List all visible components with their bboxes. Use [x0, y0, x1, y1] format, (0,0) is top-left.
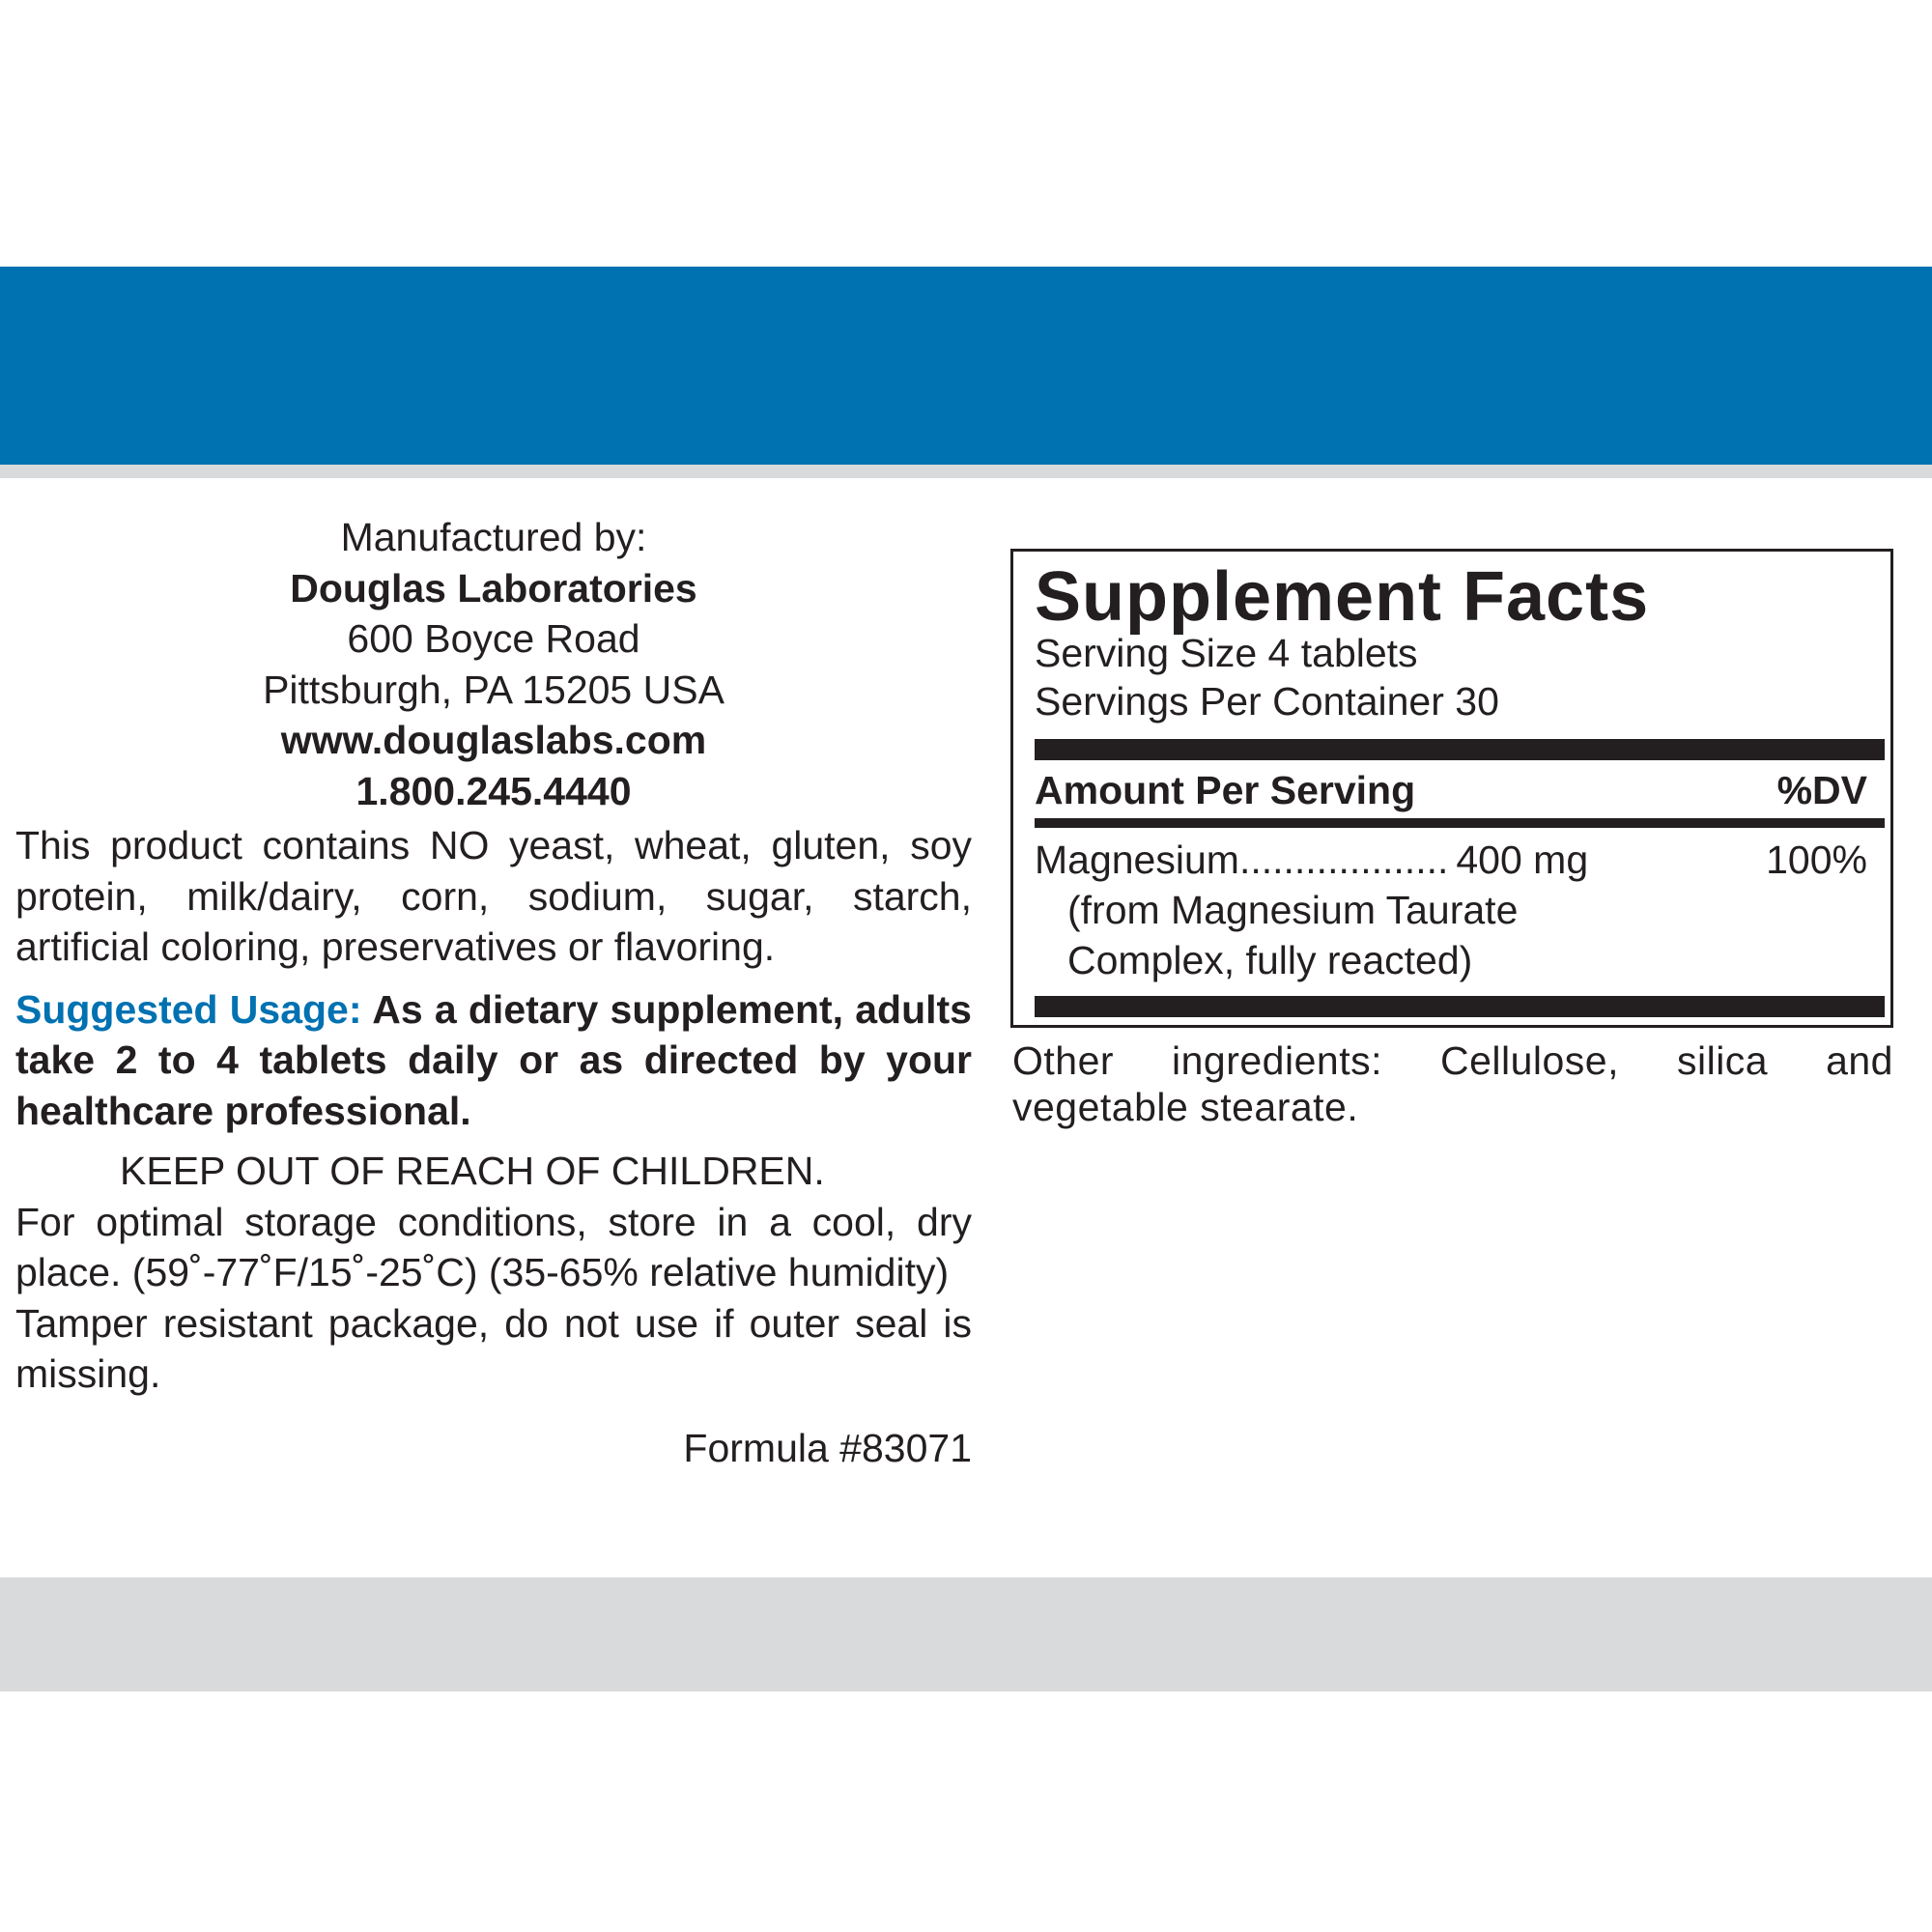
nutrient-amount: 400 mg: [1456, 838, 1589, 882]
formula-number: Formula #83071: [683, 1425, 972, 1470]
supplement-facts-panel: [1010, 549, 1893, 1028]
amount-per-serving-header: Amount Per Serving: [1035, 768, 1416, 812]
manufacturer-name: Douglas Laboratories: [290, 565, 697, 611]
serving-size: Serving Size 4 tablets: [1035, 631, 1418, 675]
tamper-notice: Tamper resistant package, do not use if outer seal is missing.: [15, 1300, 972, 1396]
nutrient-dv: 100%: [1766, 838, 1867, 882]
supplement-facts-title: Supplement Facts: [1035, 558, 1650, 636]
allergen-statement: This product contains NO yeast, wheat, gluten, soy protein, milk/dairy, corn, sodium, sugar, starch, artificial coloring, preservatives or flavoring.: [15, 823, 972, 969]
facts-divider-bottom: [1035, 996, 1885, 1017]
manufacturer-block: [15, 512, 972, 816]
dv-header: %DV: [1776, 768, 1867, 812]
suggested-usage: [15, 984, 972, 1137]
header-band-shadow: [0, 465, 1932, 478]
servings-per-container: Servings Per Container 30: [1035, 679, 1499, 724]
other-ingredients: Other ingredients: Cellulose, silica and vegetable stearate.: [1012, 1038, 1893, 1129]
header-blue-band: [0, 267, 1932, 465]
suggested-usage-text: As a dietary supplement, adults take 2 to 4 tablets daily or as directed by your healthcare professional.: [15, 986, 972, 1133]
suggested-usage-label: Suggested Usage:: [15, 986, 362, 1032]
facts-divider-thin: [1035, 818, 1885, 828]
nutrient-name: Magnesium: [1035, 838, 1239, 882]
manufacturer-website: www.douglaslabs.com: [280, 718, 707, 762]
facts-divider-thick: [1035, 739, 1885, 760]
children-warning: KEEP OUT OF REACH OF CHILDREN.: [120, 1149, 825, 1193]
manufacturer-label: Manufactured by:: [340, 515, 647, 559]
storage-instructions: For optimal storage conditions, store in a cool, dry place. (59˚-77˚F/15˚-25˚C) (35-65% relative humidity): [15, 1199, 972, 1294]
nutrient-source-line-2: Complex, fully reacted): [1067, 938, 1473, 982]
manufacturer-city: Pittsburgh, PA 15205 USA: [263, 667, 724, 712]
nutrient-row: [1035, 838, 1867, 883]
label-left-column: [15, 512, 972, 1473]
nutrient-leader-dots: ...................: [1238, 838, 1449, 882]
footer-gray-band: [0, 1577, 1932, 1691]
manufacturer-street: 600 Boyce Road: [347, 616, 640, 661]
manufacturer-phone: 1.800.245.4440: [355, 768, 632, 813]
nutrient-source-line-1: (from Magnesium Taurate: [1067, 888, 1519, 932]
